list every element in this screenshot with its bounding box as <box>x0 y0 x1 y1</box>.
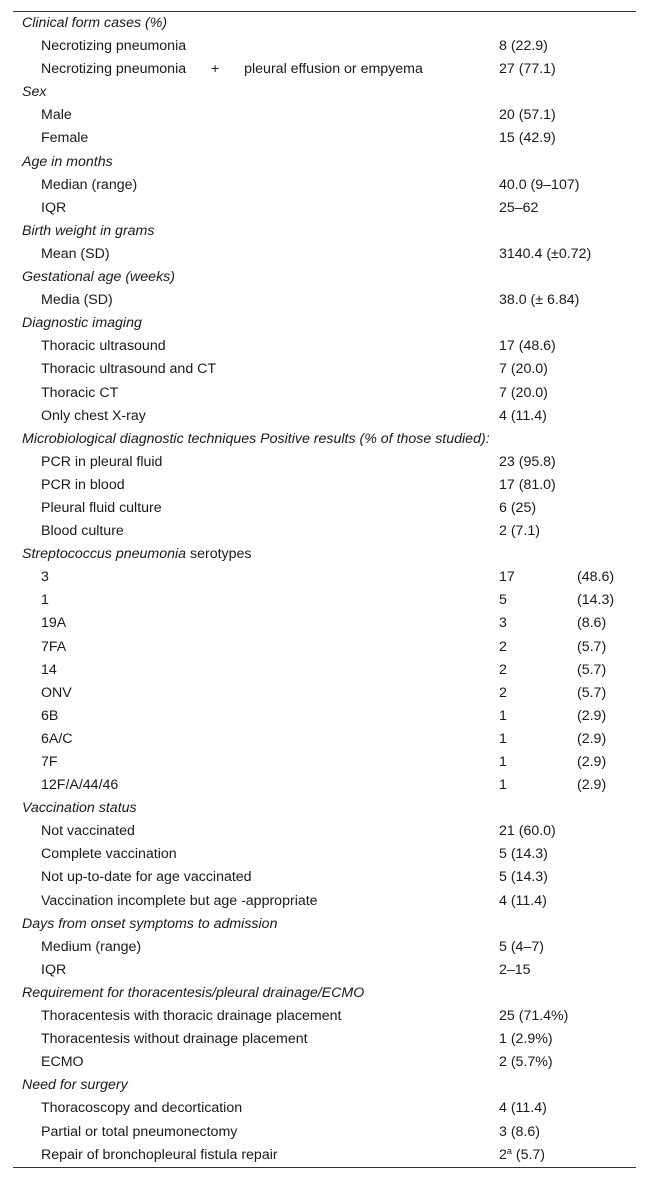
section-header-gestational-age <box>13 266 636 289</box>
table-row <box>13 1051 636 1074</box>
table-row <box>13 520 636 543</box>
row-label: Thoracic ultrasound and CT <box>41 361 217 378</box>
section-title-normal: serotypes <box>186 546 252 563</box>
row-label: Median (range) <box>41 176 138 193</box>
row-percent: (48.6) <box>577 569 615 586</box>
row-label: 7F <box>41 754 58 770</box>
section-title: Days from onset symptoms to admission <box>22 915 278 932</box>
row-label: Thoracic CT <box>41 384 119 401</box>
row-percent: (2.9) <box>577 777 607 794</box>
row-label: PCR in pleural fluid <box>41 453 163 470</box>
table-row <box>13 959 636 982</box>
row-label: 7FA <box>41 638 67 655</box>
row-label-part-b: pleural effusion or empyema <box>244 61 423 78</box>
row-label: Necrotizing pneumonia <box>41 38 187 55</box>
row-count: 2 <box>499 638 507 655</box>
row-label: Not up-to-date for age vaccinated <box>41 869 252 886</box>
row-value: 21 (60.0) <box>499 823 556 840</box>
table-row <box>13 197 636 220</box>
section-title: Age in months <box>22 153 113 170</box>
section-header-birth-weight <box>13 220 636 243</box>
table-row <box>13 1144 636 1167</box>
row-label: Complete vaccination <box>41 846 177 863</box>
row-label: Thoracentesis with thoracic drainage placement <box>41 1008 342 1025</box>
row-label: Media (SD) <box>41 292 113 309</box>
section-header-age <box>13 151 636 174</box>
row-label-part-a: Necrotizing pneumonia <box>41 61 187 78</box>
row-count: 1 <box>499 707 507 724</box>
table-row <box>13 566 636 589</box>
section-header-vaccination <box>13 797 636 820</box>
row-label: Medium (range) <box>41 938 142 955</box>
row-label: 3 <box>41 569 49 586</box>
section-header-sex <box>13 81 636 104</box>
row-value: 1 (2.9%) <box>499 1031 553 1048</box>
row-label: Female <box>41 130 89 147</box>
row-value: 20 (57.1) <box>499 107 556 124</box>
row-value: 2 (5.7%) <box>499 1054 553 1071</box>
table-row <box>13 820 636 843</box>
row-value: 3 (8.6) <box>499 1123 541 1140</box>
table-row <box>13 104 636 127</box>
section-header-microbiological <box>13 428 636 451</box>
section-title: Birth weight in grams <box>22 222 155 239</box>
section-title: Diagnostic imaging <box>22 315 142 332</box>
table-row <box>13 1121 636 1144</box>
table-row <box>13 289 636 312</box>
row-label: Pleural fluid culture <box>41 499 162 516</box>
row-value: 5 (14.3) <box>499 869 548 886</box>
row-count: 1 <box>499 754 507 770</box>
table-row <box>13 358 636 381</box>
row-label: Thoracentesis without drainage placement <box>41 1031 308 1048</box>
table-row <box>13 497 636 520</box>
section-title: Clinical form cases (%) <box>22 15 168 31</box>
row-value: 7 (20.0) <box>499 361 548 378</box>
row-value: 25–62 <box>499 199 539 216</box>
section-header-clinical-form <box>13 12 636 35</box>
table-row <box>13 659 636 682</box>
section-title: Gestational age (weeks) <box>22 269 175 286</box>
row-percent: (5.7) <box>577 684 607 701</box>
table-row <box>13 174 636 197</box>
row-label: ECMO <box>41 1054 84 1071</box>
row-value: 4 (11.4) <box>499 892 547 909</box>
row-value: 2–15 <box>499 961 531 978</box>
row-label: 14 <box>41 661 57 678</box>
row-count: 2 <box>499 684 507 701</box>
row-label: Male <box>41 107 72 124</box>
row-label: Blood culture <box>41 523 124 540</box>
row-value: 27 (77.1) <box>499 61 556 78</box>
footnote-marker: a <box>506 1145 512 1156</box>
row-value: 5 (4–7) <box>499 938 544 955</box>
table-row <box>13 589 636 612</box>
row-count: 1 <box>499 730 507 747</box>
table-row <box>13 335 636 358</box>
row-count: 5 <box>499 592 507 609</box>
row-label: 1 <box>41 592 49 609</box>
table-row <box>13 636 636 659</box>
table-row <box>13 405 636 428</box>
clinical-characteristics-table <box>13 11 636 1168</box>
row-value: 4 (11.4) <box>499 407 547 424</box>
row-value: 5 (14.3) <box>499 846 548 863</box>
table-row <box>13 35 636 58</box>
row-percent: (5.7) <box>577 638 607 655</box>
value-rest: (5.7) <box>511 1146 546 1163</box>
row-percent: (2.9) <box>577 730 607 747</box>
row-value: 2 (7.1) <box>499 523 541 540</box>
row-count: 17 <box>499 569 515 586</box>
table-row <box>13 843 636 866</box>
row-value: 40.0 (9–107) <box>499 176 580 193</box>
section-title-italic: Streptococcus pneumonia <box>22 546 187 563</box>
row-count: 1 <box>499 777 507 794</box>
row-label: ONV <box>41 684 72 701</box>
row-value: 17 (48.6) <box>499 338 556 355</box>
row-label: Repair of bronchopleural fistula repair <box>41 1146 278 1163</box>
section-title <box>22 543 252 566</box>
row-label: Vaccination incomplete but age -appropriate <box>41 892 318 909</box>
table-row <box>13 612 636 635</box>
table-row <box>13 127 636 150</box>
section-title: Vaccination status <box>22 800 137 817</box>
section-header-requirement <box>13 982 636 1005</box>
table-row <box>13 774 636 797</box>
row-label: 6B <box>41 707 59 724</box>
table-row <box>13 1097 636 1120</box>
row-value: 7 (20.0) <box>499 384 548 401</box>
table-row <box>13 243 636 266</box>
section-header-surgery <box>13 1074 636 1097</box>
row-label: Only chest X-ray <box>41 407 146 424</box>
row-label: PCR in blood <box>41 476 125 493</box>
table-row <box>13 451 636 474</box>
table-row <box>13 1005 636 1028</box>
value-main: 2 <box>499 1146 507 1163</box>
table-row <box>13 682 636 705</box>
section-title: Requirement for thoracentesis/pleural drainage/ECMO <box>22 984 365 1001</box>
row-value: 8 (22.9) <box>499 38 548 55</box>
row-label: IQR <box>41 199 67 216</box>
row-label: Not vaccinated <box>41 823 135 840</box>
row-percent: (5.7) <box>577 661 607 678</box>
section-header-serotypes <box>13 543 636 566</box>
row-label: 6A/C <box>41 730 73 747</box>
section-title: Need for surgery <box>22 1077 128 1094</box>
table-row <box>13 705 636 728</box>
row-value: 23 (95.8) <box>499 453 556 470</box>
row-count: 3 <box>499 615 507 632</box>
table-row <box>13 474 636 497</box>
row-value: 6 (25) <box>499 499 537 516</box>
plus-sign: + <box>210 61 220 78</box>
row-percent: (14.3) <box>577 592 615 609</box>
row-label: Thoracic ultrasound <box>41 338 166 355</box>
row-percent: (2.9) <box>577 754 607 770</box>
table-row <box>13 728 636 751</box>
row-label-compound <box>41 58 423 81</box>
table-row <box>13 751 636 774</box>
row-percent: (8.6) <box>577 615 607 632</box>
row-label: IQR <box>41 961 67 978</box>
section-title: Sex <box>22 84 47 101</box>
row-label: Thoracoscopy and decortication <box>41 1100 243 1117</box>
row-percent: (2.9) <box>577 707 607 724</box>
table-row <box>13 382 636 405</box>
row-label: Partial or total pneumonectomy <box>41 1123 238 1140</box>
row-value: 4 (11.4) <box>499 1100 547 1117</box>
section-title: Microbiological diagnostic techniques Positive results (% of those studied): <box>22 430 490 447</box>
table-row <box>13 890 636 913</box>
row-value: 38.0 (± 6.84) <box>499 292 580 309</box>
row-value: 15 (42.9) <box>499 130 556 147</box>
row-value: 3140.4 (±0.72) <box>499 245 592 262</box>
row-value-footnoted <box>499 1144 545 1167</box>
table-row <box>13 1028 636 1051</box>
row-value: 17 (81.0) <box>499 476 556 493</box>
section-header-diagnostic-imaging <box>13 312 636 335</box>
section-header-days-onset <box>13 913 636 936</box>
row-value: 25 (71.4%) <box>499 1008 569 1025</box>
table-row <box>13 866 636 889</box>
table-row <box>13 58 636 81</box>
row-label: 12F/A/44/46 <box>41 777 119 794</box>
row-count: 2 <box>499 661 507 678</box>
table-row <box>13 936 636 959</box>
row-label: Mean (SD) <box>41 245 110 262</box>
row-label: 19A <box>41 615 67 632</box>
